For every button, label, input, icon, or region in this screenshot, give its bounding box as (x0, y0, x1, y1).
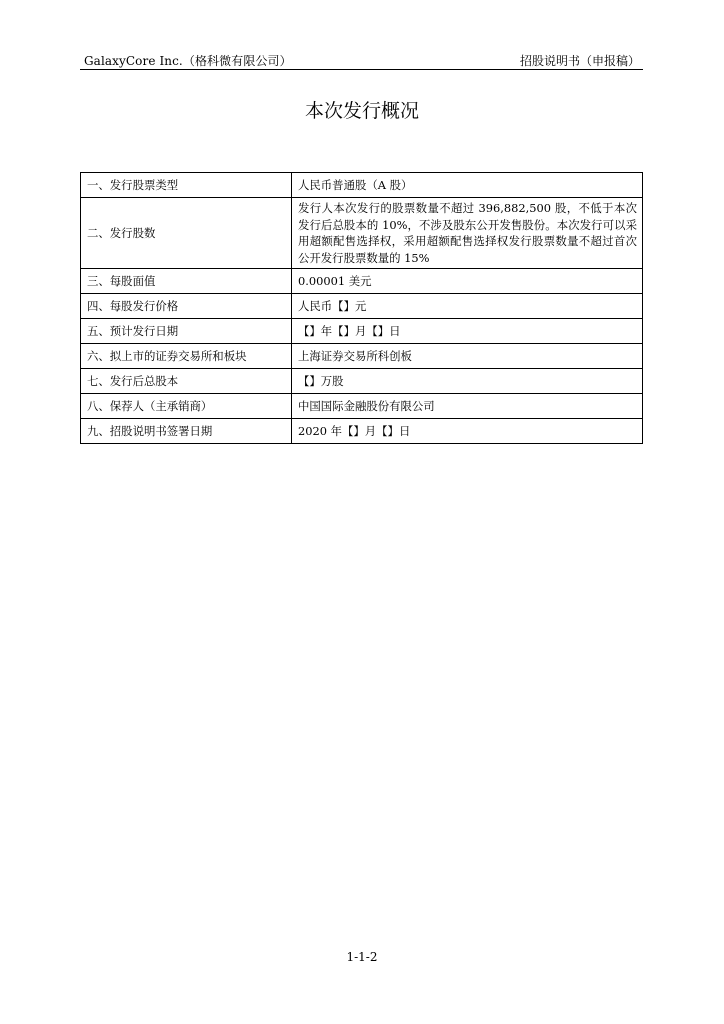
row-value: 中国国际金融股份有限公司 (292, 394, 643, 419)
row-label: 六、拟上市的证券交易所和板块 (81, 344, 292, 369)
table-row (81, 269, 643, 294)
row-value: 0.00001 美元 (292, 269, 643, 294)
row-value: 上海证券交易所科创板 (292, 344, 643, 369)
row-label: 五、预计发行日期 (81, 319, 292, 344)
row-label: 一、发行股票类型 (81, 173, 292, 198)
table-row (81, 344, 643, 369)
row-value: 发行人本次发行的股票数量不超过 396,882,500 股，不低于本次发行后总股本的 10%，不涉及股东公开发售股份。本次发行可以采用超额配售选择权，采用超额配售选择权发行股票数量不超过首次公开发行股票数量的 15% (292, 198, 643, 269)
page-number: 1-1-2 (346, 950, 378, 964)
row-value: 人民币【】元 (292, 294, 643, 319)
row-label: 二、发行股数 (81, 198, 292, 269)
row-label: 三、每股面值 (81, 269, 292, 294)
row-label: 七、发行后总股本 (81, 369, 292, 394)
row-value: 2020 年【】月【】日 (292, 419, 643, 444)
row-label: 九、招股说明书签署日期 (81, 419, 292, 444)
table-row (81, 294, 643, 319)
table-row (81, 419, 643, 444)
table-row (81, 319, 643, 344)
offering-overview-table (80, 172, 643, 444)
row-label: 八、保荐人（主承销商） (81, 394, 292, 419)
header-divider (80, 69, 643, 70)
page-title: 本次发行概况 (304, 100, 419, 122)
header-company-name: GalaxyCore Inc.（格科微有限公司） (84, 54, 292, 68)
table-row (81, 173, 643, 198)
table-row (81, 369, 643, 394)
header-document-type: 招股说明书（申报稿） (519, 54, 640, 68)
row-value: 人民币普通股（A 股） (292, 173, 643, 198)
row-label: 四、每股发行价格 (81, 294, 292, 319)
row-value: 【】万股 (292, 369, 643, 394)
table-row (81, 198, 643, 269)
row-value: 【】年【】月【】日 (292, 319, 643, 344)
table-row (81, 394, 643, 419)
